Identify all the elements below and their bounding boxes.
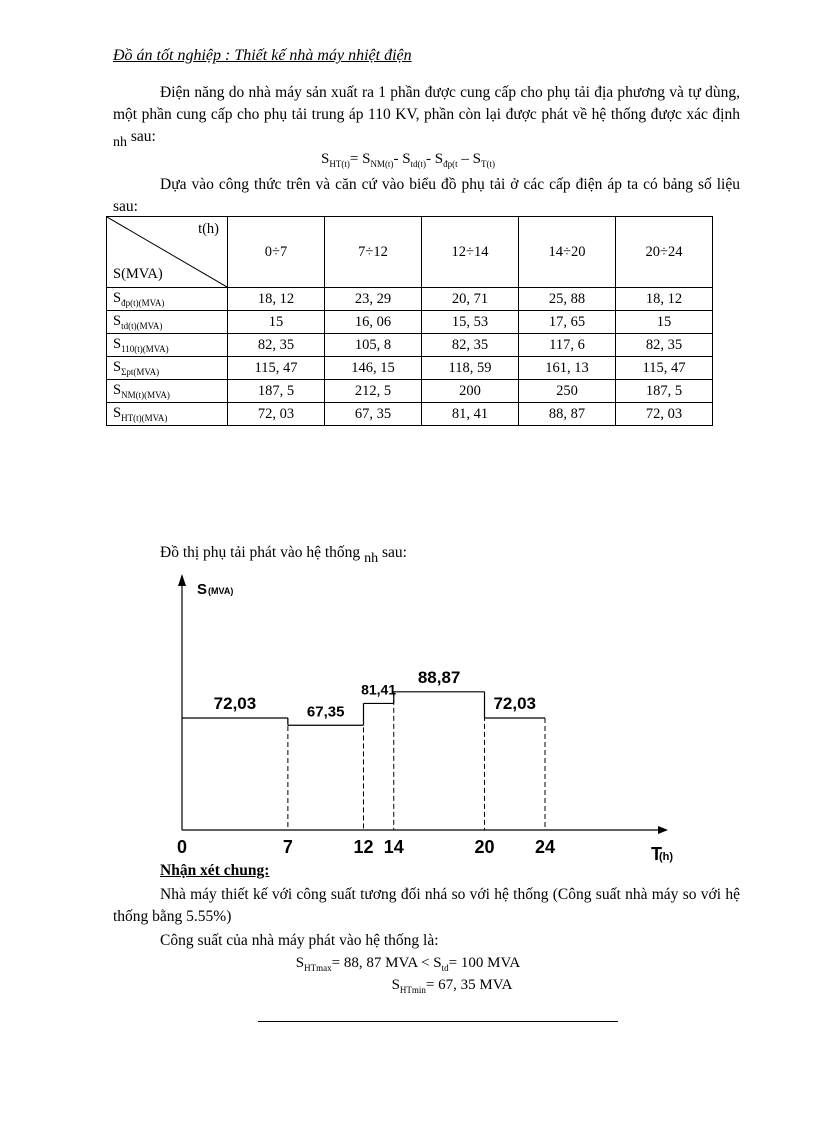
chart-caption xyxy=(160,544,407,567)
x-tick-label: 14 xyxy=(383,837,404,857)
table-cell: 187, 5 xyxy=(228,380,325,403)
f-s5: S xyxy=(472,151,481,167)
f-s3: S xyxy=(402,151,411,167)
f-s3sub: td(t) xyxy=(410,159,427,169)
table-corner-cell xyxy=(107,217,228,288)
table-cell: 212, 5 xyxy=(325,380,422,403)
x-tick-label: 20 xyxy=(474,837,495,857)
table-cell: 18, 12 xyxy=(616,288,713,311)
table-row xyxy=(107,311,713,334)
table-cell: 82, 35 xyxy=(228,334,325,357)
table-row xyxy=(107,334,713,357)
row-label: $S_{HT(t)(MVA)}$ xyxy=(107,403,228,426)
data-label: 88,87 xyxy=(417,667,461,687)
table-row xyxy=(107,357,713,380)
data-table xyxy=(106,216,713,426)
x-tick-label: 12 xyxy=(353,837,374,857)
data-label: 81,41 xyxy=(361,681,397,698)
col-header: 7÷12 xyxy=(325,217,422,288)
f-s4: S xyxy=(434,151,444,167)
table-cell: 88, 87 xyxy=(519,403,616,426)
table-cell: 115, 47 xyxy=(228,357,325,380)
intro-text: Điện năng do nhà máy sản xuất ra 1 phần được cung cấp cho phụ tải địa phương và tự dùng, một phần cung cấp cho phụ tải trung áp 110 KV, phần còn lại được phát về hệ thống được xác định xyxy=(113,84,740,123)
table-cell: 187, 5 xyxy=(616,380,713,403)
col-header: 14÷20 xyxy=(519,217,616,288)
table-cell: 118, 59 xyxy=(422,357,519,380)
f-s4sub: đp(t xyxy=(443,159,458,169)
f-s1: S xyxy=(321,151,330,167)
table-cell: 16, 06 xyxy=(325,311,422,334)
table-row xyxy=(107,288,713,311)
table-cell: 115, 47 xyxy=(616,357,713,380)
load-chart xyxy=(0,570,816,870)
x-tick-label: 24 xyxy=(534,837,556,857)
f-m2: - xyxy=(426,151,435,167)
f-s2sub: NM(t) xyxy=(370,159,394,169)
chart-caption-nh: nh xyxy=(364,551,379,566)
table-cell: 15, 53 xyxy=(422,311,519,334)
data-label: 67,35 xyxy=(306,703,345,721)
table-cell: 18, 12 xyxy=(228,288,325,311)
table-cell: 67, 35 xyxy=(325,403,422,426)
x-axis-arrow xyxy=(658,826,668,834)
table-cell: 250 xyxy=(519,380,616,403)
table-cell: 82, 35 xyxy=(616,334,713,357)
table-cell: 161, 13 xyxy=(519,357,616,380)
f-m1: - xyxy=(393,151,403,167)
y-axis-arrow xyxy=(178,574,186,586)
table-cell: 105, 8 xyxy=(325,334,422,357)
row-label: $S_{đp(t)(MVA)}$ xyxy=(107,288,228,311)
chart-caption-text: Đồ thị phụ tải phát vào hệ thống xyxy=(160,544,361,561)
x-tick-label: 0 xyxy=(176,837,188,857)
col-header: 20÷24 xyxy=(616,217,713,288)
f-s1sub: HT(t) xyxy=(329,159,350,169)
table-cell: 15 xyxy=(616,311,713,334)
table-cell: 20, 71 xyxy=(422,288,519,311)
table-cell: 200 xyxy=(422,380,519,403)
corner-bottom-label: S(MVA) xyxy=(113,266,163,282)
page-header: Đồ án tốt nghiệp : Thiết kế nhà máy nhiệt điện xyxy=(113,47,412,64)
x-tick-label: 7 xyxy=(282,837,293,857)
intro-nh: nh xyxy=(113,135,127,150)
bottom-rule xyxy=(258,1021,618,1022)
table-cell: 81, 41 xyxy=(422,403,519,426)
table-cell: 17, 65 xyxy=(519,311,616,334)
table-cell: 72, 03 xyxy=(228,403,325,426)
y-axis-label: S xyxy=(197,581,208,598)
row-label: $S_{NM(t)(MVA)}$ xyxy=(107,380,228,403)
table-row xyxy=(107,380,713,403)
notes-title: Nhận xét chung: xyxy=(160,862,270,879)
table-cell: 72, 03 xyxy=(616,403,713,426)
table-cell: 25, 88 xyxy=(519,288,616,311)
table-row xyxy=(107,403,713,426)
f-m3: – xyxy=(457,151,473,167)
row-label: $S_{\Sigma pt(MVA)}$ xyxy=(107,357,228,380)
row-label: $S_{td(t)(MVA)}$ xyxy=(107,311,228,334)
f-s5sub: T(t) xyxy=(480,159,495,169)
x-axis-label-sub: (h) xyxy=(659,851,674,863)
formula-max: $S_{HTmax}= 88$, 87 MVA < $S_{td}= 100$ MVA xyxy=(295,955,521,973)
table-cell: 146, 15 xyxy=(325,357,422,380)
table-cell: 15 xyxy=(228,311,325,334)
col-header: 0÷7 xyxy=(228,217,325,288)
col-header: 12÷14 xyxy=(422,217,519,288)
corner-top-label: t(h) xyxy=(198,221,219,237)
notes-paragraph-1: Nhà máy thiết kế với công suất tương đối nhá so với hệ thống (Công suất nhà máy so với hệ thống bằng 5.55%) xyxy=(113,886,740,925)
row-label: $S_{110(t)(MVA)}$ xyxy=(107,334,228,357)
f-s2: S xyxy=(362,151,371,167)
data-label: 72,03 xyxy=(493,694,537,713)
y-axis-label-sub: (MVA) xyxy=(208,586,234,596)
notes-paragraph-2: Công suất của nhà máy phát vào hệ thống là: xyxy=(160,932,439,949)
intro-tail: sau: xyxy=(130,128,156,145)
intro2-paragraph: Dựa vào công thức trên và căn cứ vào biểu đồ phụ tải ở các cấp điện áp ta có bảng số liệu sau: xyxy=(113,176,740,215)
table-cell: 23, 29 xyxy=(325,288,422,311)
formula-min: $S_{HTmin}= 67$, 35 MVA xyxy=(391,977,513,995)
chart-caption-tail: sau: xyxy=(381,544,407,561)
table-header-row xyxy=(107,217,713,288)
x-axis-label: T xyxy=(651,844,662,864)
intro-paragraph xyxy=(113,82,740,154)
formula-sht xyxy=(0,151,816,169)
f-eq: = xyxy=(349,151,363,167)
table-cell: 117, 6 xyxy=(519,334,616,357)
table-cell: 82, 35 xyxy=(422,334,519,357)
data-label: 72,03 xyxy=(213,694,257,713)
